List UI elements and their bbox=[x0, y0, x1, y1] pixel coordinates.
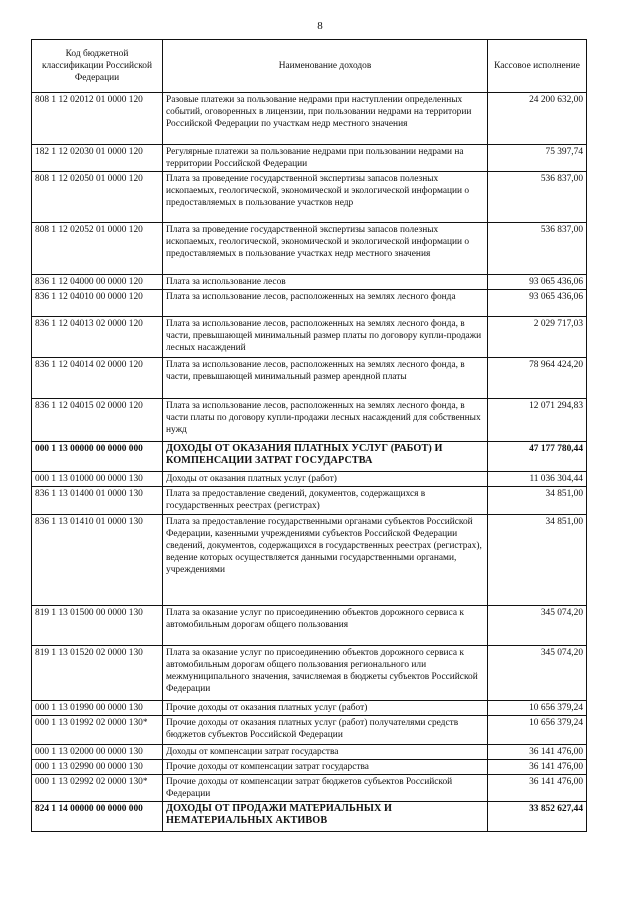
name-cell: Прочие доходы от оказания платных услуг (работ) получателями средств бюджетов субъектов Российской Федерации bbox=[163, 715, 488, 744]
name-cell: Плата за проведение государственной экспертизы запасов полезных ископаемых, геологической, экономической и экологической информации о предоставляемых в пользование участков недр bbox=[163, 172, 488, 223]
amount-cell: 11 036 304,44 bbox=[488, 472, 587, 487]
code-cell: 836 1 12 04000 00 0000 120 bbox=[32, 275, 163, 290]
code-cell: 000 1 13 00000 00 0000 000 bbox=[32, 442, 163, 472]
header-name: Наименование доходов bbox=[163, 40, 488, 93]
name-cell: Прочие доходы от оказания платных услуг (работ) bbox=[163, 700, 488, 715]
revenue-table bbox=[31, 39, 587, 832]
name-cell: Разовые платежи за пользование недрами при наступлении определенных событий, оговоренных в лицензии, при пользовании недрами на территории Российской Федерации по участкам недр местного значения bbox=[163, 93, 488, 145]
amount-cell: 93 065 436,06 bbox=[488, 275, 587, 290]
table-row bbox=[32, 514, 587, 605]
amount-cell: 10 656 379,24 bbox=[488, 715, 587, 744]
name-cell: Плата за оказание услуг по присоединению объектов дорожного сервиса к автомобильным дорогам общего пользования bbox=[163, 605, 488, 645]
name-cell: Доходы от оказания платных услуг (работ) bbox=[163, 472, 488, 487]
amount-cell: 75 397,74 bbox=[488, 145, 587, 172]
table-row bbox=[32, 290, 587, 317]
table-row bbox=[32, 399, 587, 442]
name-cell: Плата за предоставление сведений, документов, содержащихся в государственных реестрах (регистрах) bbox=[163, 487, 488, 514]
amount-cell: 536 837,00 bbox=[488, 223, 587, 275]
table-row bbox=[32, 358, 587, 399]
amount-cell: 47 177 780,44 bbox=[488, 442, 587, 472]
name-cell: Плата за использование лесов, расположенных на землях лесного фонда, в части платы по договору купли-продажи лесных насаждений для собственных нужд bbox=[163, 399, 488, 442]
name-cell: Прочие доходы от компенсации затрат бюджетов субъектов Российской Федерации bbox=[163, 774, 488, 801]
header-code: Код бюджетной классификации Российской Федерации bbox=[32, 40, 163, 93]
table-row bbox=[32, 275, 587, 290]
code-cell: 000 1 13 01000 00 0000 130 bbox=[32, 472, 163, 487]
code-cell: 808 1 12 02012 01 0000 120 bbox=[32, 93, 163, 145]
code-cell: 836 1 13 01400 01 0000 130 bbox=[32, 487, 163, 514]
table-row bbox=[32, 172, 587, 223]
amount-cell: 536 837,00 bbox=[488, 172, 587, 223]
table-row bbox=[32, 472, 587, 487]
amount-cell: 345 074,20 bbox=[488, 645, 587, 700]
name-cell: Плата за оказание услуг по присоединению объектов дорожного сервиса к автомобильным дорогам общего пользования регионального или межмуниципального значения, зачисляемая в бюджеты субъектов Российской Федерации bbox=[163, 645, 488, 700]
code-cell: 836 1 12 04013 02 0000 120 bbox=[32, 317, 163, 358]
table-row bbox=[32, 802, 587, 832]
table-row bbox=[32, 317, 587, 358]
amount-cell: 10 656 379,24 bbox=[488, 700, 587, 715]
code-cell: 000 1 13 02992 02 0000 130* bbox=[32, 774, 163, 801]
table-row bbox=[32, 605, 587, 645]
amount-cell: 36 141 476,00 bbox=[488, 759, 587, 774]
code-cell: 836 1 12 04010 00 0000 120 bbox=[32, 290, 163, 317]
amount-cell: 345 074,20 bbox=[488, 605, 587, 645]
table-row bbox=[32, 487, 587, 514]
amount-cell: 93 065 436,06 bbox=[488, 290, 587, 317]
table-row bbox=[32, 93, 587, 145]
name-cell: Регулярные платежи за пользование недрами при пользовании недрами на территории Российской Федерации bbox=[163, 145, 488, 172]
code-cell: 182 1 12 02030 01 0000 120 bbox=[32, 145, 163, 172]
code-cell: 824 1 14 00000 00 0000 000 bbox=[32, 802, 163, 832]
code-cell: 836 1 12 04014 02 0000 120 bbox=[32, 358, 163, 399]
revenue-table-body bbox=[32, 93, 587, 832]
code-cell: 808 1 12 02052 01 0000 120 bbox=[32, 223, 163, 275]
amount-cell: 34 851,00 bbox=[488, 487, 587, 514]
table-row bbox=[32, 774, 587, 801]
table-row bbox=[32, 645, 587, 700]
amount-cell: 36 141 476,00 bbox=[488, 774, 587, 801]
name-cell: ДОХОДЫ ОТ ПРОДАЖИ МАТЕРИАЛЬНЫХ И НЕМАТЕРИАЛЬНЫХ АКТИВОВ bbox=[163, 802, 488, 832]
amount-cell: 78 964 424,20 bbox=[488, 358, 587, 399]
code-cell: 819 1 13 01520 02 0000 130 bbox=[32, 645, 163, 700]
amount-cell: 33 852 627,44 bbox=[488, 802, 587, 832]
table-header-row bbox=[32, 40, 587, 93]
table-row bbox=[32, 744, 587, 759]
name-cell: Доходы от компенсации затрат государства bbox=[163, 744, 488, 759]
header-amount: Кассовое исполнение bbox=[488, 40, 587, 93]
table-row bbox=[32, 145, 587, 172]
code-cell: 819 1 13 01500 00 0000 130 bbox=[32, 605, 163, 645]
code-cell: 000 1 13 01990 00 0000 130 bbox=[32, 700, 163, 715]
name-cell: Прочие доходы от компенсации затрат государства bbox=[163, 759, 488, 774]
code-cell: 836 1 12 04015 02 0000 120 bbox=[32, 399, 163, 442]
table-row bbox=[32, 715, 587, 744]
amount-cell: 12 071 294,83 bbox=[488, 399, 587, 442]
amount-cell: 36 141 476,00 bbox=[488, 744, 587, 759]
page-number: 8 bbox=[317, 20, 323, 32]
code-cell: 000 1 13 01992 02 0000 130* bbox=[32, 715, 163, 744]
code-cell: 000 1 13 02990 00 0000 130 bbox=[32, 759, 163, 774]
table-row bbox=[32, 700, 587, 715]
name-cell: Плата за использование лесов, расположенных на землях лесного фонда, в части, превышающей минимальный размер платы по договору купли-продажи лесных насаждений bbox=[163, 317, 488, 358]
table-row bbox=[32, 223, 587, 275]
table-row bbox=[32, 442, 587, 472]
name-cell: Плата за использование лесов bbox=[163, 275, 488, 290]
code-cell: 808 1 12 02050 01 0000 120 bbox=[32, 172, 163, 223]
name-cell: Плата за проведение государственной экспертизы запасов полезных ископаемых, геологической, экономической и экологической информации о предоставляемых в пользование участках недр местного значения bbox=[163, 223, 488, 275]
table-row bbox=[32, 759, 587, 774]
name-cell: Плата за предоставление государственными органами субъектов Российской Федерации, казенными учреждениями субъектов Российской Федерации сведений, документов, содержащихся в государственных реестрах (регистрах), ведение которых осуществляется данными государственными органами, учреждениями bbox=[163, 514, 488, 605]
amount-cell: 24 200 632,00 bbox=[488, 93, 587, 145]
code-cell: 000 1 13 02000 00 0000 130 bbox=[32, 744, 163, 759]
amount-cell: 34 851,00 bbox=[488, 514, 587, 605]
code-cell: 836 1 13 01410 01 0000 130 bbox=[32, 514, 163, 605]
name-cell: Плата за использование лесов, расположенных на землях лесного фонда, в части, превышающей минимальный размер арендной платы bbox=[163, 358, 488, 399]
amount-cell: 2 029 717,03 bbox=[488, 317, 587, 358]
name-cell: ДОХОДЫ ОТ ОКАЗАНИЯ ПЛАТНЫХ УСЛУГ (РАБОТ) И КОМПЕНСАЦИИ ЗАТРАТ ГОСУДАРСТВА bbox=[163, 442, 488, 472]
name-cell: Плата за использование лесов, расположенных на землях лесного фонда bbox=[163, 290, 488, 317]
